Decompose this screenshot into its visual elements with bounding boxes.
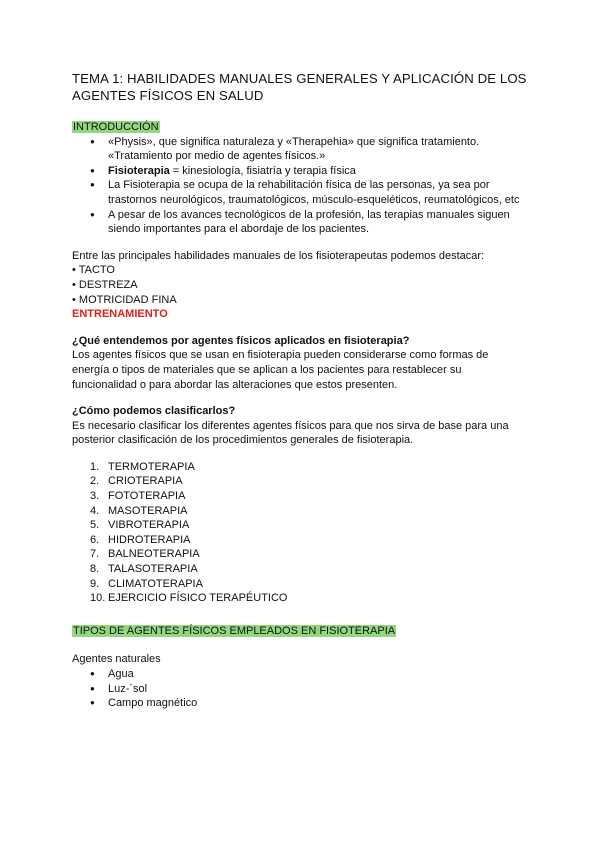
skills-lead: Entre las principales habilidades manuales de los fisioterapeutas podemos destacar: (72, 249, 485, 262)
intro-bullet-3-line-2: trastornos neurológicos, traumatológicos, músculo-esqueléticos, reumatológicos, etc (108, 193, 520, 206)
list-item: 3. FOTOTERAPIA (90, 490, 186, 503)
list-item: ● Campo magnético (90, 696, 532, 711)
intro-bullet-4-line-1: ● A pesar de los avances tecnológicos de la profesión, las terapias manuales siguen (108, 208, 510, 221)
list-item: 8. TALASOTERAPIA (90, 563, 198, 576)
intro-bullet-2-bold: Fisioterapia (108, 164, 170, 177)
natural-agents-list (72, 667, 532, 711)
question-2: ¿Cómo podemos clasificarlos? (72, 405, 236, 418)
answer-2-line-1: Es necesario clasificar los diferentes agentes físicos para que nos sirva de base para una (72, 419, 509, 432)
agents-numbered-list (72, 460, 532, 606)
list-item: 7. BALNEOTERAPIA (90, 548, 200, 561)
intro-heading: INTRODUCCIÓN (73, 121, 159, 133)
list-item: 5. VIBROTERAPIA (90, 519, 190, 532)
answer-1-line-1: Los agentes físicos que se usan en fisioterapia pueden considerarse como formas de (72, 349, 489, 362)
list-item: 10. EJERCICIO FÍSICO TERAPÉUTICO (90, 592, 288, 605)
list-item: 6. HIDROTERAPIA (90, 533, 191, 546)
intro-bullet-2 (90, 164, 532, 179)
intro-bullet-3-line-1: ● La Fisioterapia se ocupa de la rehabilitación física de las personas, ya sea por (108, 179, 490, 192)
intro-bullet-1-line-2: «Tratamiento por medio de agentes físicos.» (108, 150, 326, 163)
intro-bullet-1-line-1: ● «Physis», que significa naturaleza y «Therapehia» que significa tratamiento. (108, 135, 480, 148)
list-item: 2. CRIOTERAPIA (90, 475, 183, 488)
page-title (72, 70, 532, 104)
list-item: ● Luz-´sol (90, 682, 532, 697)
training-label: ENTRENAMIENTO (72, 308, 168, 321)
document-page (72, 70, 532, 711)
natural-agents-label: Agentes naturales (72, 653, 161, 666)
list-item: 1. TERMOTERAPIA (90, 460, 195, 473)
intro-bullet-1 (90, 135, 532, 164)
skill-item: • TACTO (72, 264, 115, 277)
title-line-1: TEMA 1: HABILIDADES MANUALES GENERALES Y APLICACIÓN DE LOS (72, 71, 527, 86)
question-1: ¿Qué entendemos por agentes físicos aplicados en fisioterapia? (72, 334, 410, 347)
intro-bullets (72, 135, 532, 237)
intro-bullet-4-line-2: siendo importantes para el abordaje de los pacientes. (108, 223, 370, 236)
types-heading: TIPOS DE AGENTES FÍSICOS EMPLEADOS EN FISIOTERAPIA (73, 624, 396, 637)
answer-1-line-2: energía o tipos de materiales que se aplican a los pacientes para restablecer su (72, 363, 462, 376)
answer-1 (72, 348, 532, 392)
answer-1-line-3: funcionalidad o para abordar las alteraciones que estos presenten. (72, 378, 398, 391)
intro-bullet-2-rest: = kinesiología, fisiatría y terapia física (169, 164, 356, 177)
answer-2-line-2: posterior clasificación de los procedimientos generales de fisioterapia. (72, 434, 414, 447)
title-line-2: AGENTES FÍSICOS EN SALUD (72, 88, 264, 103)
answer-2 (72, 419, 532, 448)
list-item: 9. CLIMATOTERAPIA (90, 577, 203, 590)
skill-item: • DESTREZA (72, 278, 138, 291)
list-item: ● Agua (90, 667, 532, 682)
intro-bullet-4 (90, 208, 532, 237)
skill-item: • MOTRICIDAD FINA (72, 293, 177, 306)
list-item: 4. MASOTERAPIA (90, 504, 188, 517)
intro-bullet-3 (90, 178, 532, 207)
